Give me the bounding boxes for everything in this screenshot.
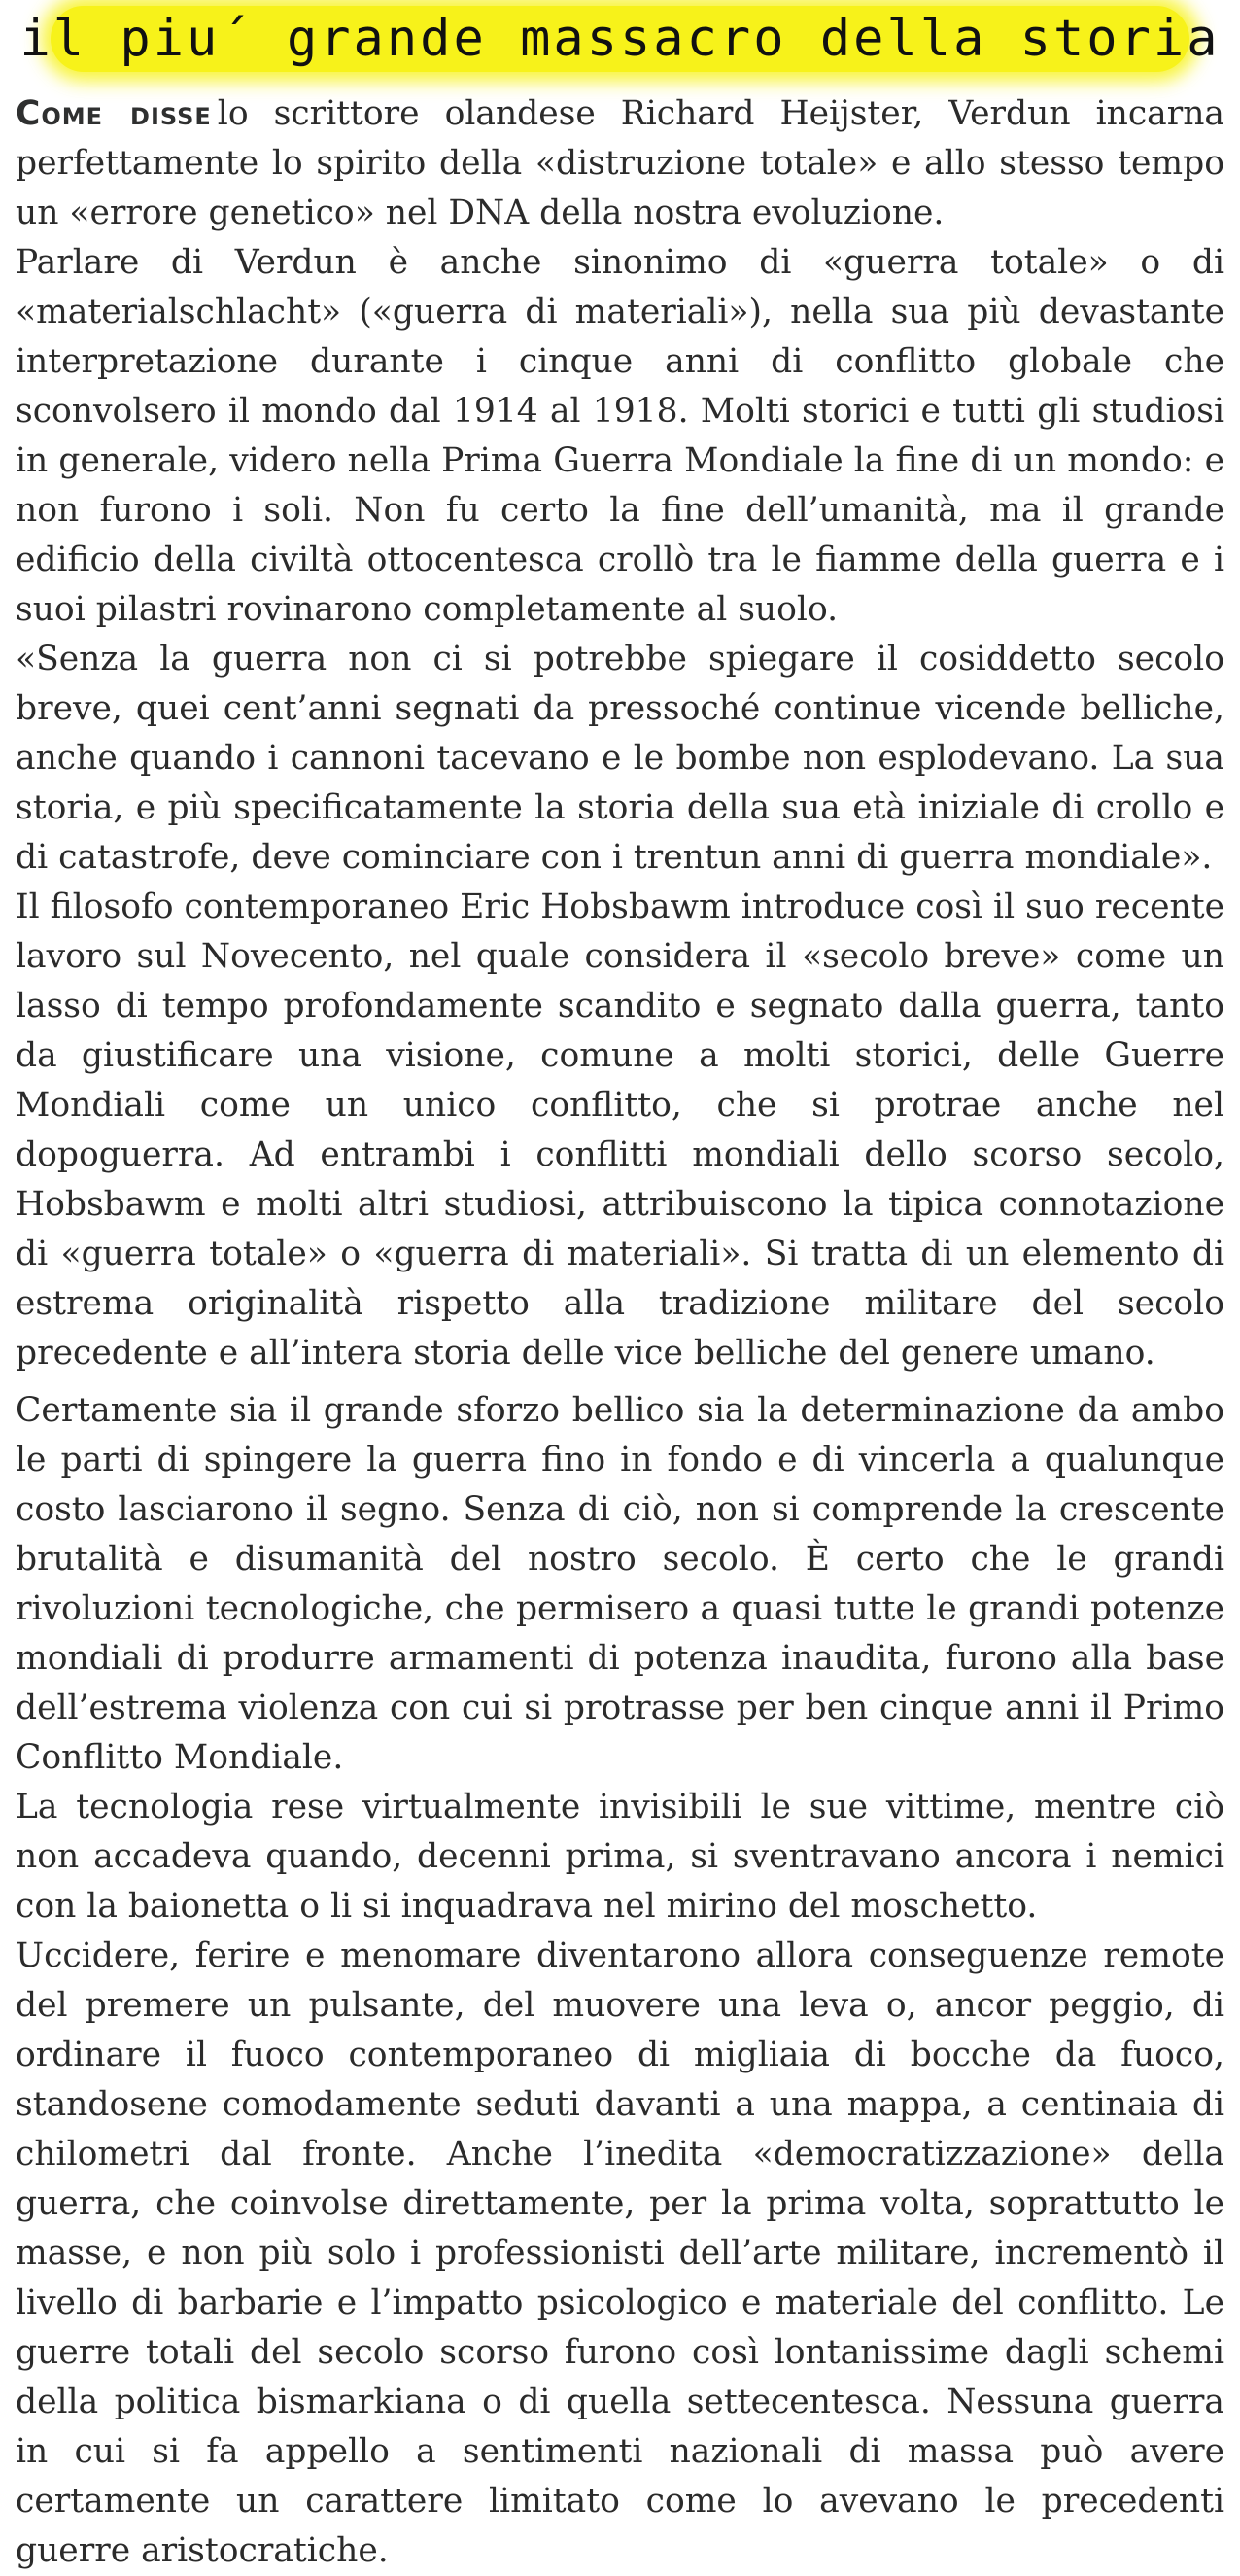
paragraph-3: «Senza la guerra non ci si potrebbe spiegare il cosiddetto secolo breve, quei cent’anni segnati da pressoché continue vicende belliche, anche quando i cannoni tacevano e le bombe non esplodevano. La sua storia, e più specificatamente la storia della sua età iniziale di crollo e di catastrofe, deve cominciare con i trentun anni di guerra mondiale».: [16, 640, 1224, 877]
article-body: [16, 89, 1224, 2576]
paragraph-2: Parlare di Verdun è anche sinonimo di «guerra totale» o di «materialschlacht» («guerra di materiali»), nella sua più devastante interpretazione durante i cinque anni di conflitto globale che sconvolsero il mondo dal 1914 al 1918. Molti storici e tutti gli studiosi in generale, videro nella Prima Guerra Mondiale la fine di un mondo: e non furono i soli. Non fu certo la fine dell’umanità, ma il grande edificio della civiltà ottocentesca crollò tra le fiamme della guerra e i suoi pilastri rovinarono completamente al suolo.: [16, 243, 1224, 629]
title-highlight: [19, 6, 1221, 72]
paragraph-5: Certamente sia il grande sforzo bellico sia la determinazione da ambo le parti di spingere la guerra fino in fondo e di vincerla a qualunque costo lasciarono il segno. Senza di ciò, non si comprende la crescente brutalità e disumanità del nostro secolo. È certo che le grandi rivoluzioni tecnologiche, che permisero a quasi tutte le grandi potenze mondiali di produrre armamenti di potenza inaudita, furono alla base dell’estrema violenza con cui si protrasse per ben cinque anni il Primo Conflitto Mondiale.: [16, 1391, 1224, 1777]
paragraph-6: La tecnologia rese virtualmente invisibili le sue vittime, mentre ciò non accadeva quando, decenni prima, si sventravano ancora i nemici con la baionetta o li si inquadrava nel mirino del moschetto.: [16, 1788, 1224, 1926]
paragraph-7: Uccidere, ferire e menomare diventarono allora conseguenze remote del premere un pulsante, del muovere una leva o, ancor peggio, di ordinare il fuoco contemporaneo di migliaia di bocche da fuoco, standosene comodamente seduti davanti a una mappa, a centinaia di chilometri dal fronte. Anche l’inedita «democratizzazione» della guerra, che coinvolse direttamente, per la prima volta, soprattutto le masse, e non più solo i professionisti dell’arte militare, incrementò il livello di barbarie e l’impatto psicologico e materiale del conflitto. Le guerre totali del secolo scorso furono così lontanissime dagli schemi della politica bismarkiana o di quella settecentesca. Nessuna guerra in cui si fa appello a sentimenti nazionali di massa può avere certamente un carattere limitato come lo avevano le precedenti guerre aristocratiche.: [16, 1936, 1224, 2570]
lead-in: Come disse: [16, 94, 212, 133]
page-title: il piu´ grande massacro della storia: [19, 10, 1221, 68]
paragraph-1-text: lo scrittore olandese Richard Heijster, Verdun incarna perfettamente lo spirito della «distruzione totale» e allo stesso tempo un «errore genetico» nel DNA della nostra evoluzione.: [16, 94, 1224, 232]
paragraph-4: Il filosofo contemporaneo Eric Hobsbawm introduce così il suo recente lavoro sul Novecento, nel quale considera il «secolo breve» come un lasso di tempo profondamente scandito e segnato dalla guerra, tanto da giustificare una visione, comune a molti storici, delle Guerre Mondiali come un unico conflitto, che si protrae anche nel dopoguerra. Ad entrambi i conflitti mondiali dello scorso secolo, Hobsbawm e molti altri studiosi, attribuiscono la tipica connotazione di «guerra totale» o «guerra di materiali». Si tratta di un elemento di estrema originalità rispetto alla tradizione militare del secolo precedente e all’intera storia delle vice belliche del genere umano.: [16, 888, 1224, 1373]
paragraph-1: [16, 89, 1224, 238]
